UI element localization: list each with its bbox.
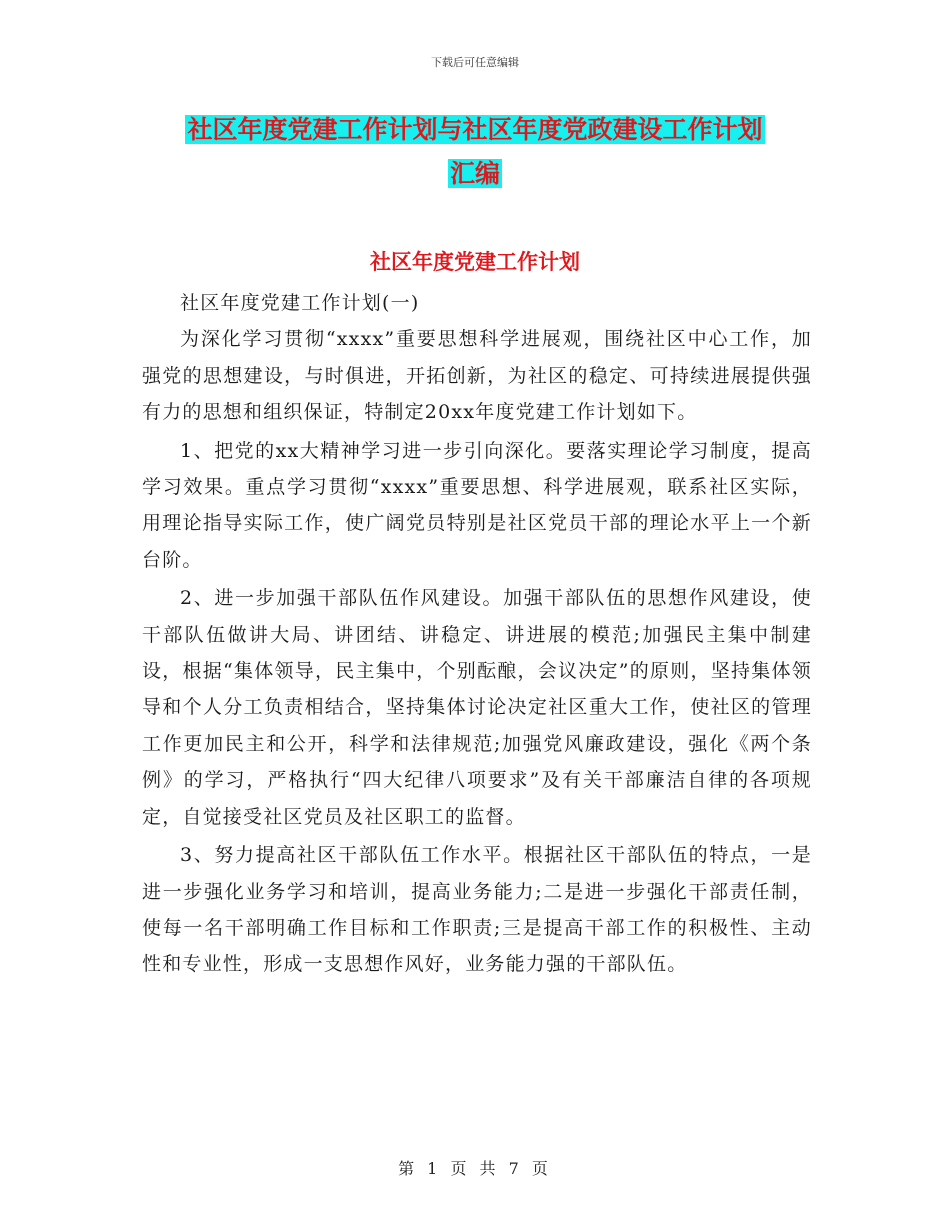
paragraph-subtitle: 社区年度党建工作计划(一) [180,292,420,314]
header-note: 下载后可任意编辑 [431,56,519,69]
paragraph-item-1: 1、把党的xx大精神学习进一步引向深化。要落实理论学习制度，提高学习效果。重点学习贯彻“xxxx”重要思想、科学进展观，联系社区实际，用理论指导实际工作，使广阔党员特别是社区党员干部的理论水平上一个新台阶。 [142,439,812,571]
page-number: 第 1 页 共 7 页 [398,1159,552,1178]
document-body [142,285,812,983]
document-title [0,108,950,196]
section-title: 社区年度党建工作计划 [370,250,580,274]
paragraph-intro: 为深化学习贯彻“xxxx”重要思想科学进展观，围绕社区中心工作，加强党的思想建设，与时俱进，开拓创新，为社区的稳定、可持续进展提供强有力的思想和组织保证，特制定20xx年度党建工作计划如下。 [142,328,812,424]
document-title-line-1: 社区年度党建工作计划与社区年度党政建设工作计划 [187,115,763,144]
paragraph-item-2: 2、进一步加强干部队伍作风建设。加强干部队伍的思想作风建设，使干部队伍做讲大局、讲团结、讲稳定、讲进展的模范;加强民主集中制建设，根据“集体领导，民主集中，个别酝酿，会议决定”的原则，坚持集体领导和个人分工负责相结合，坚持集体讨论决定社区重大工作，使社区的管理工作更加民主和公开，科学和法律规范;加强党风廉政建设，强化《两个条例》的学习，严格执行“四大纪律八项要求”及有关干部廉洁自律的各项规定，自觉接受社区党员及社区职工的监督。 [142,587,812,828]
document-title-line-2: 汇编 [449,159,500,188]
paragraph-item-3: 3、努力提高社区干部队伍工作水平。根据社区干部队伍的特点，一是进一步强化业务学习和培训，提高业务能力;二是进一步强化干部责任制，使每一名干部明确工作目标和工作职责;三是提高干部工作的积极性、主动性和专业性，形成一支思想作风好，业务能力强的干部队伍。 [142,844,812,976]
